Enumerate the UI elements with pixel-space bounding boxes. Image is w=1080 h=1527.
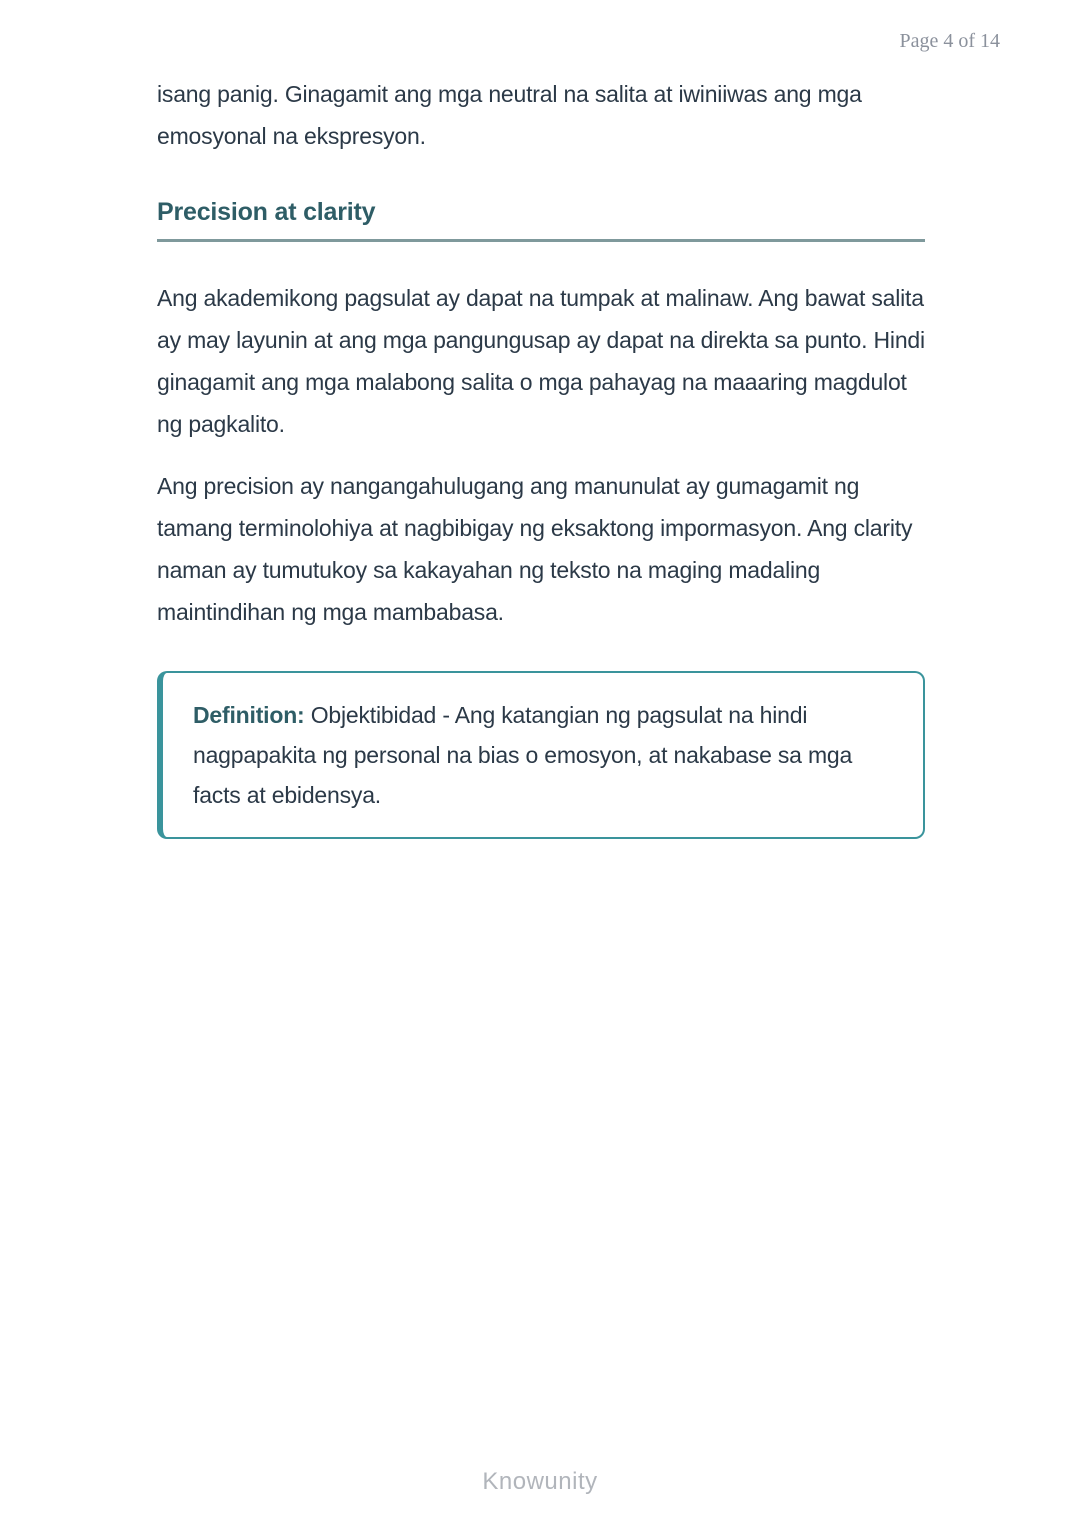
body-paragraph-2: Ang precision ay nangangahulugang ang manunulat ay gumagamit ng tamang terminolohiya at nagbibigay ng eksaktong impormasyon. Ang clarity naman ay tumutukoy sa kakayahan ng teksto na maging madaling maintindihan ng mga mambabasa. <box>157 473 913 625</box>
body-paragraph-1: Ang akademikong pagsulat ay dapat na tumpak at malinaw. Ang bawat salita ay may layunin at ang mga pangungusap ay dapat na direkta sa punto. Hindi ginagamit ang mga malabong salita o mga pahayag na maaaring magdulot ng pagkalito. <box>157 285 925 437</box>
page-indicator: Page 4 of 14 <box>899 30 1000 52</box>
intro-paragraph: isang panig. Ginagamit ang mga neutral na salita at iwiniiwas ang mga emosyonal na ekspresyon. <box>157 81 862 149</box>
footer-brand: Knowunity <box>482 1468 598 1495</box>
section-heading: Precision at clarity <box>157 198 376 226</box>
definition-body: Objektibidad - Ang katangian ng pagsulat na hindi nagpapakita ng personal na bias o emosyon, at nakabase sa mga facts at ebidensya. <box>193 702 853 808</box>
definition-label: Definition: <box>193 702 305 728</box>
section-rule-divider <box>157 239 925 242</box>
definition-text <box>193 695 893 815</box>
content-column <box>157 73 925 839</box>
definition-box <box>157 671 925 839</box>
